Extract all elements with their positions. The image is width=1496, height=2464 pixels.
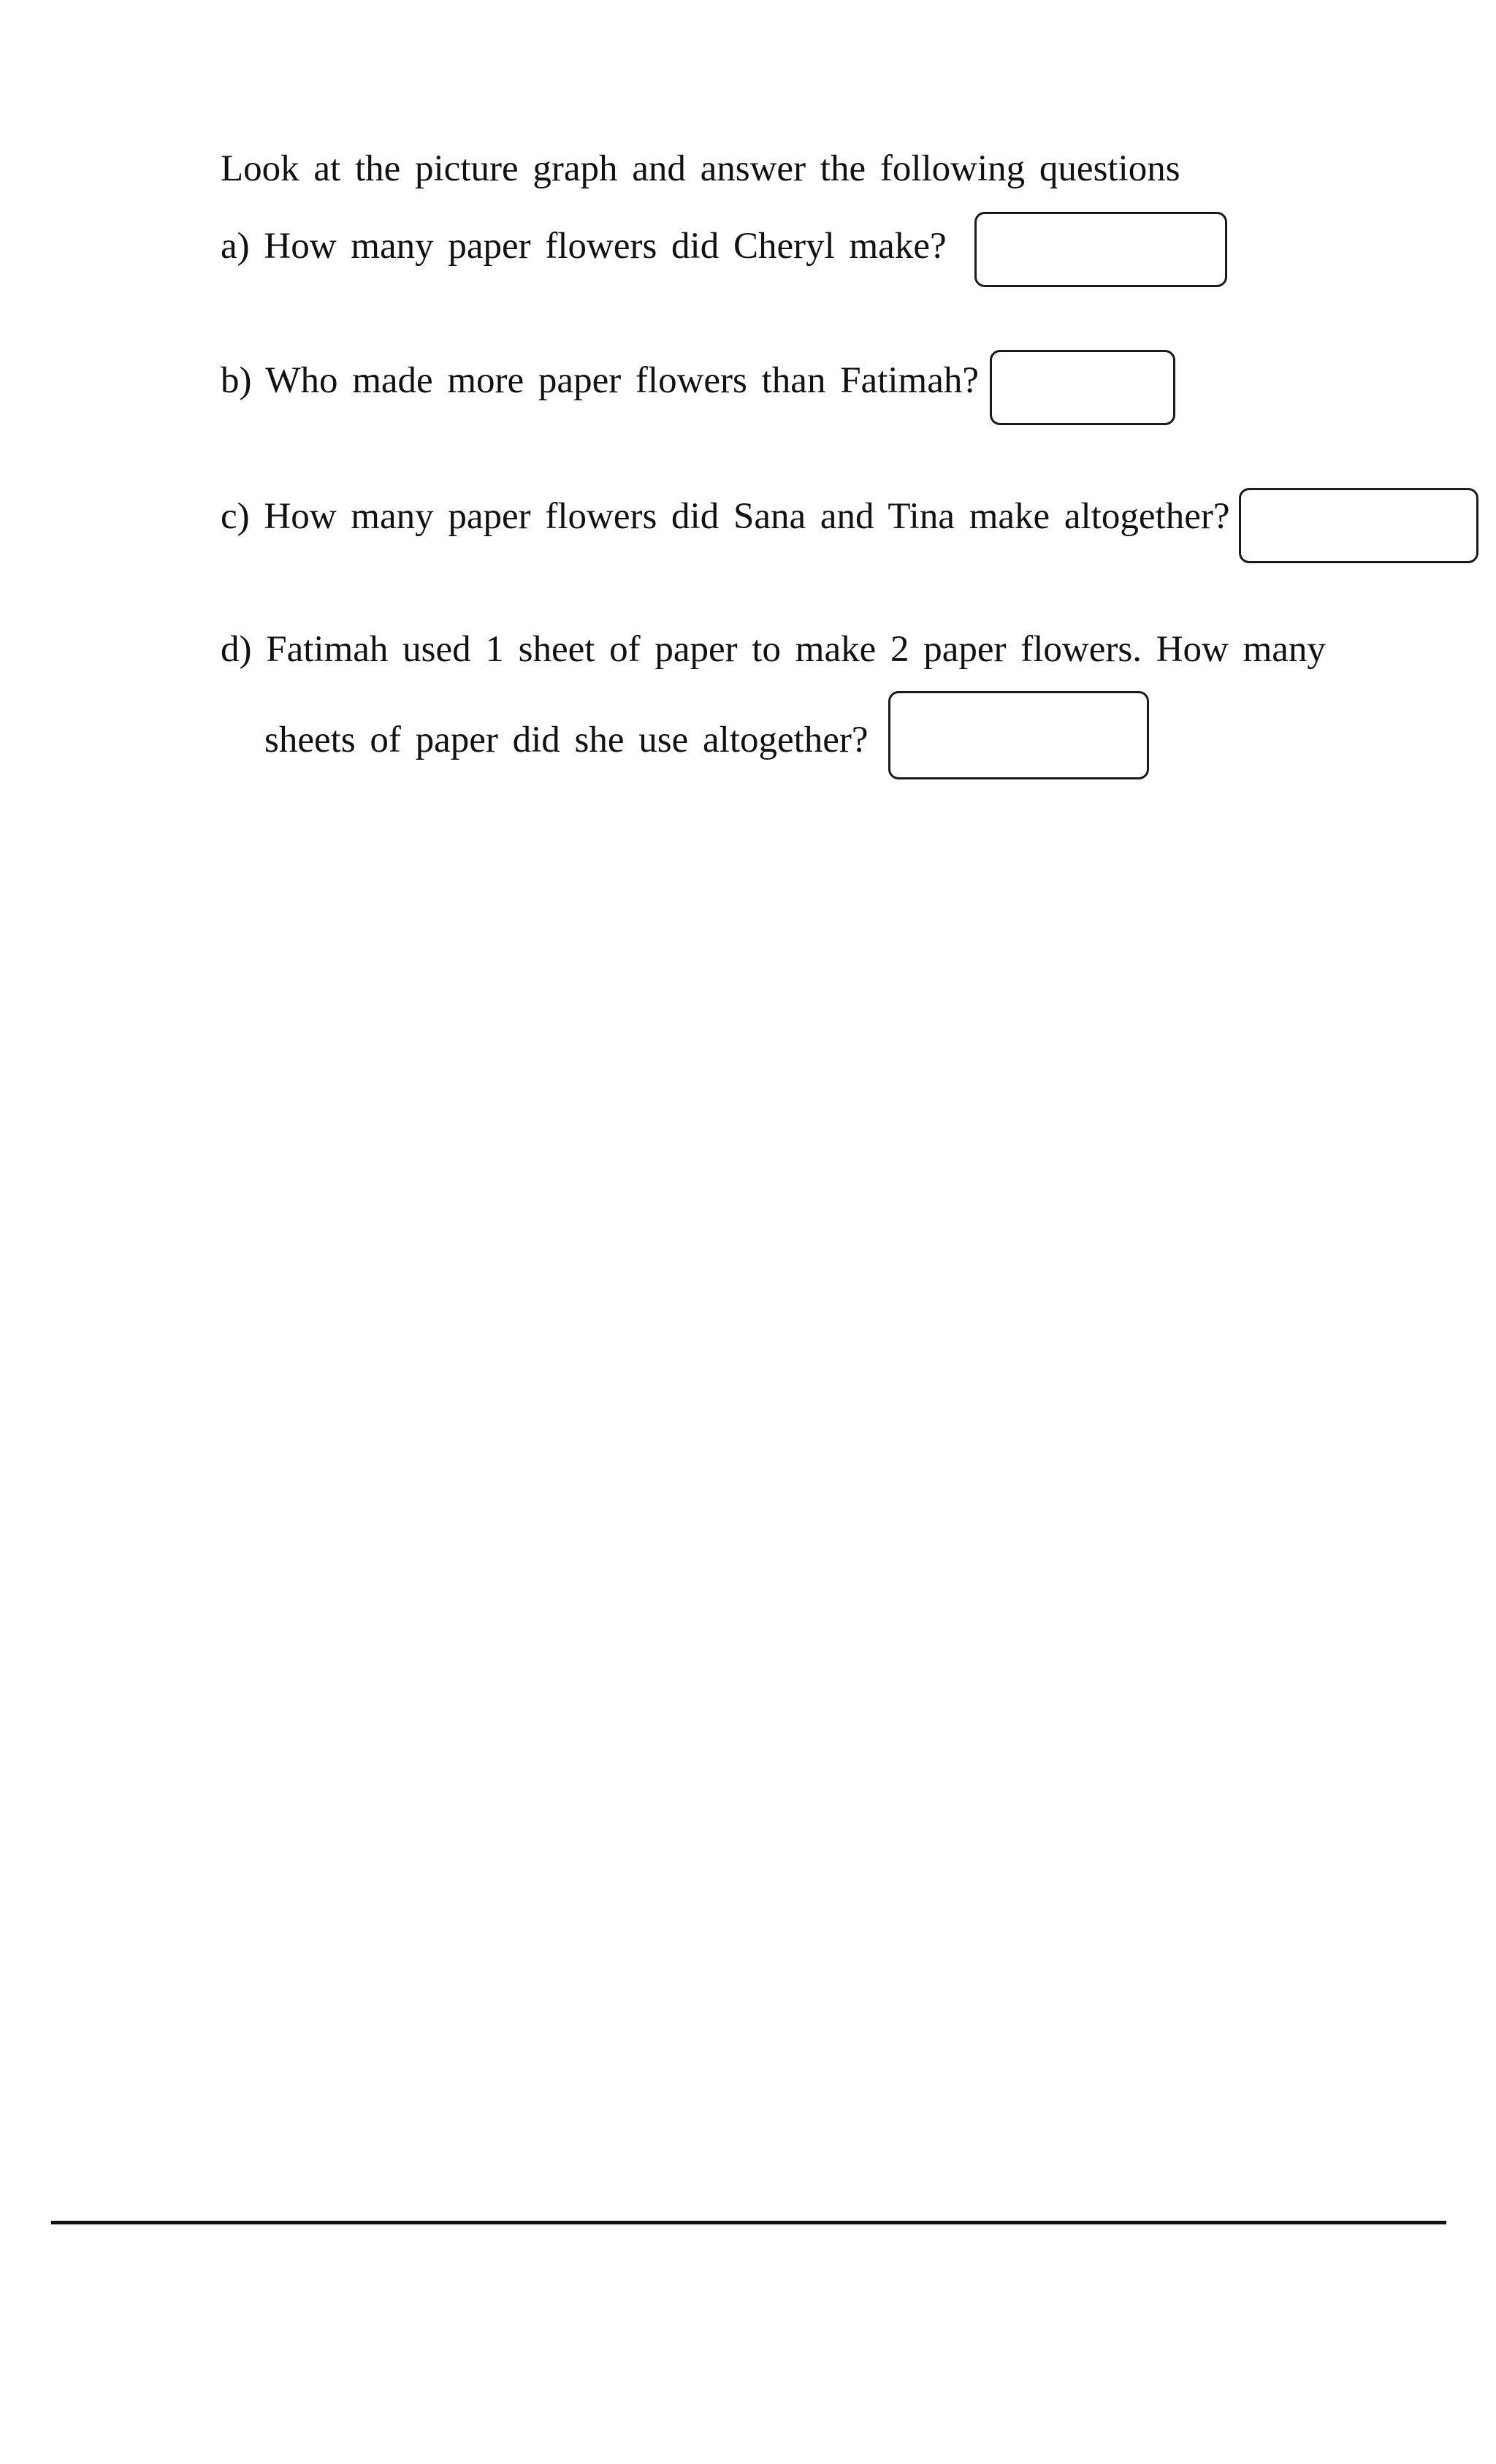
question-c-text: c) How many paper flowers did Sana and Tina make altogether? bbox=[221, 496, 1230, 537]
answer-box-d[interactable] bbox=[888, 691, 1149, 779]
question-a-text: a) How many paper flowers did Cheryl make? bbox=[221, 226, 947, 267]
footer-rule bbox=[51, 2221, 1446, 2224]
answer-box-b[interactable] bbox=[990, 350, 1175, 425]
instruction-text: Look at the picture graph and answer the following questions bbox=[221, 148, 1180, 189]
answer-box-c[interactable] bbox=[1239, 488, 1478, 563]
question-b-text: b) Who made more paper flowers than Fatimah? bbox=[221, 360, 979, 401]
question-d-text-line2: sheets of paper did she use altogether? bbox=[264, 720, 869, 760]
answer-box-a[interactable] bbox=[974, 212, 1227, 287]
question-d-text-line1: d) Fatimah used 1 sheet of paper to make 2 paper flowers. How many bbox=[221, 629, 1326, 670]
